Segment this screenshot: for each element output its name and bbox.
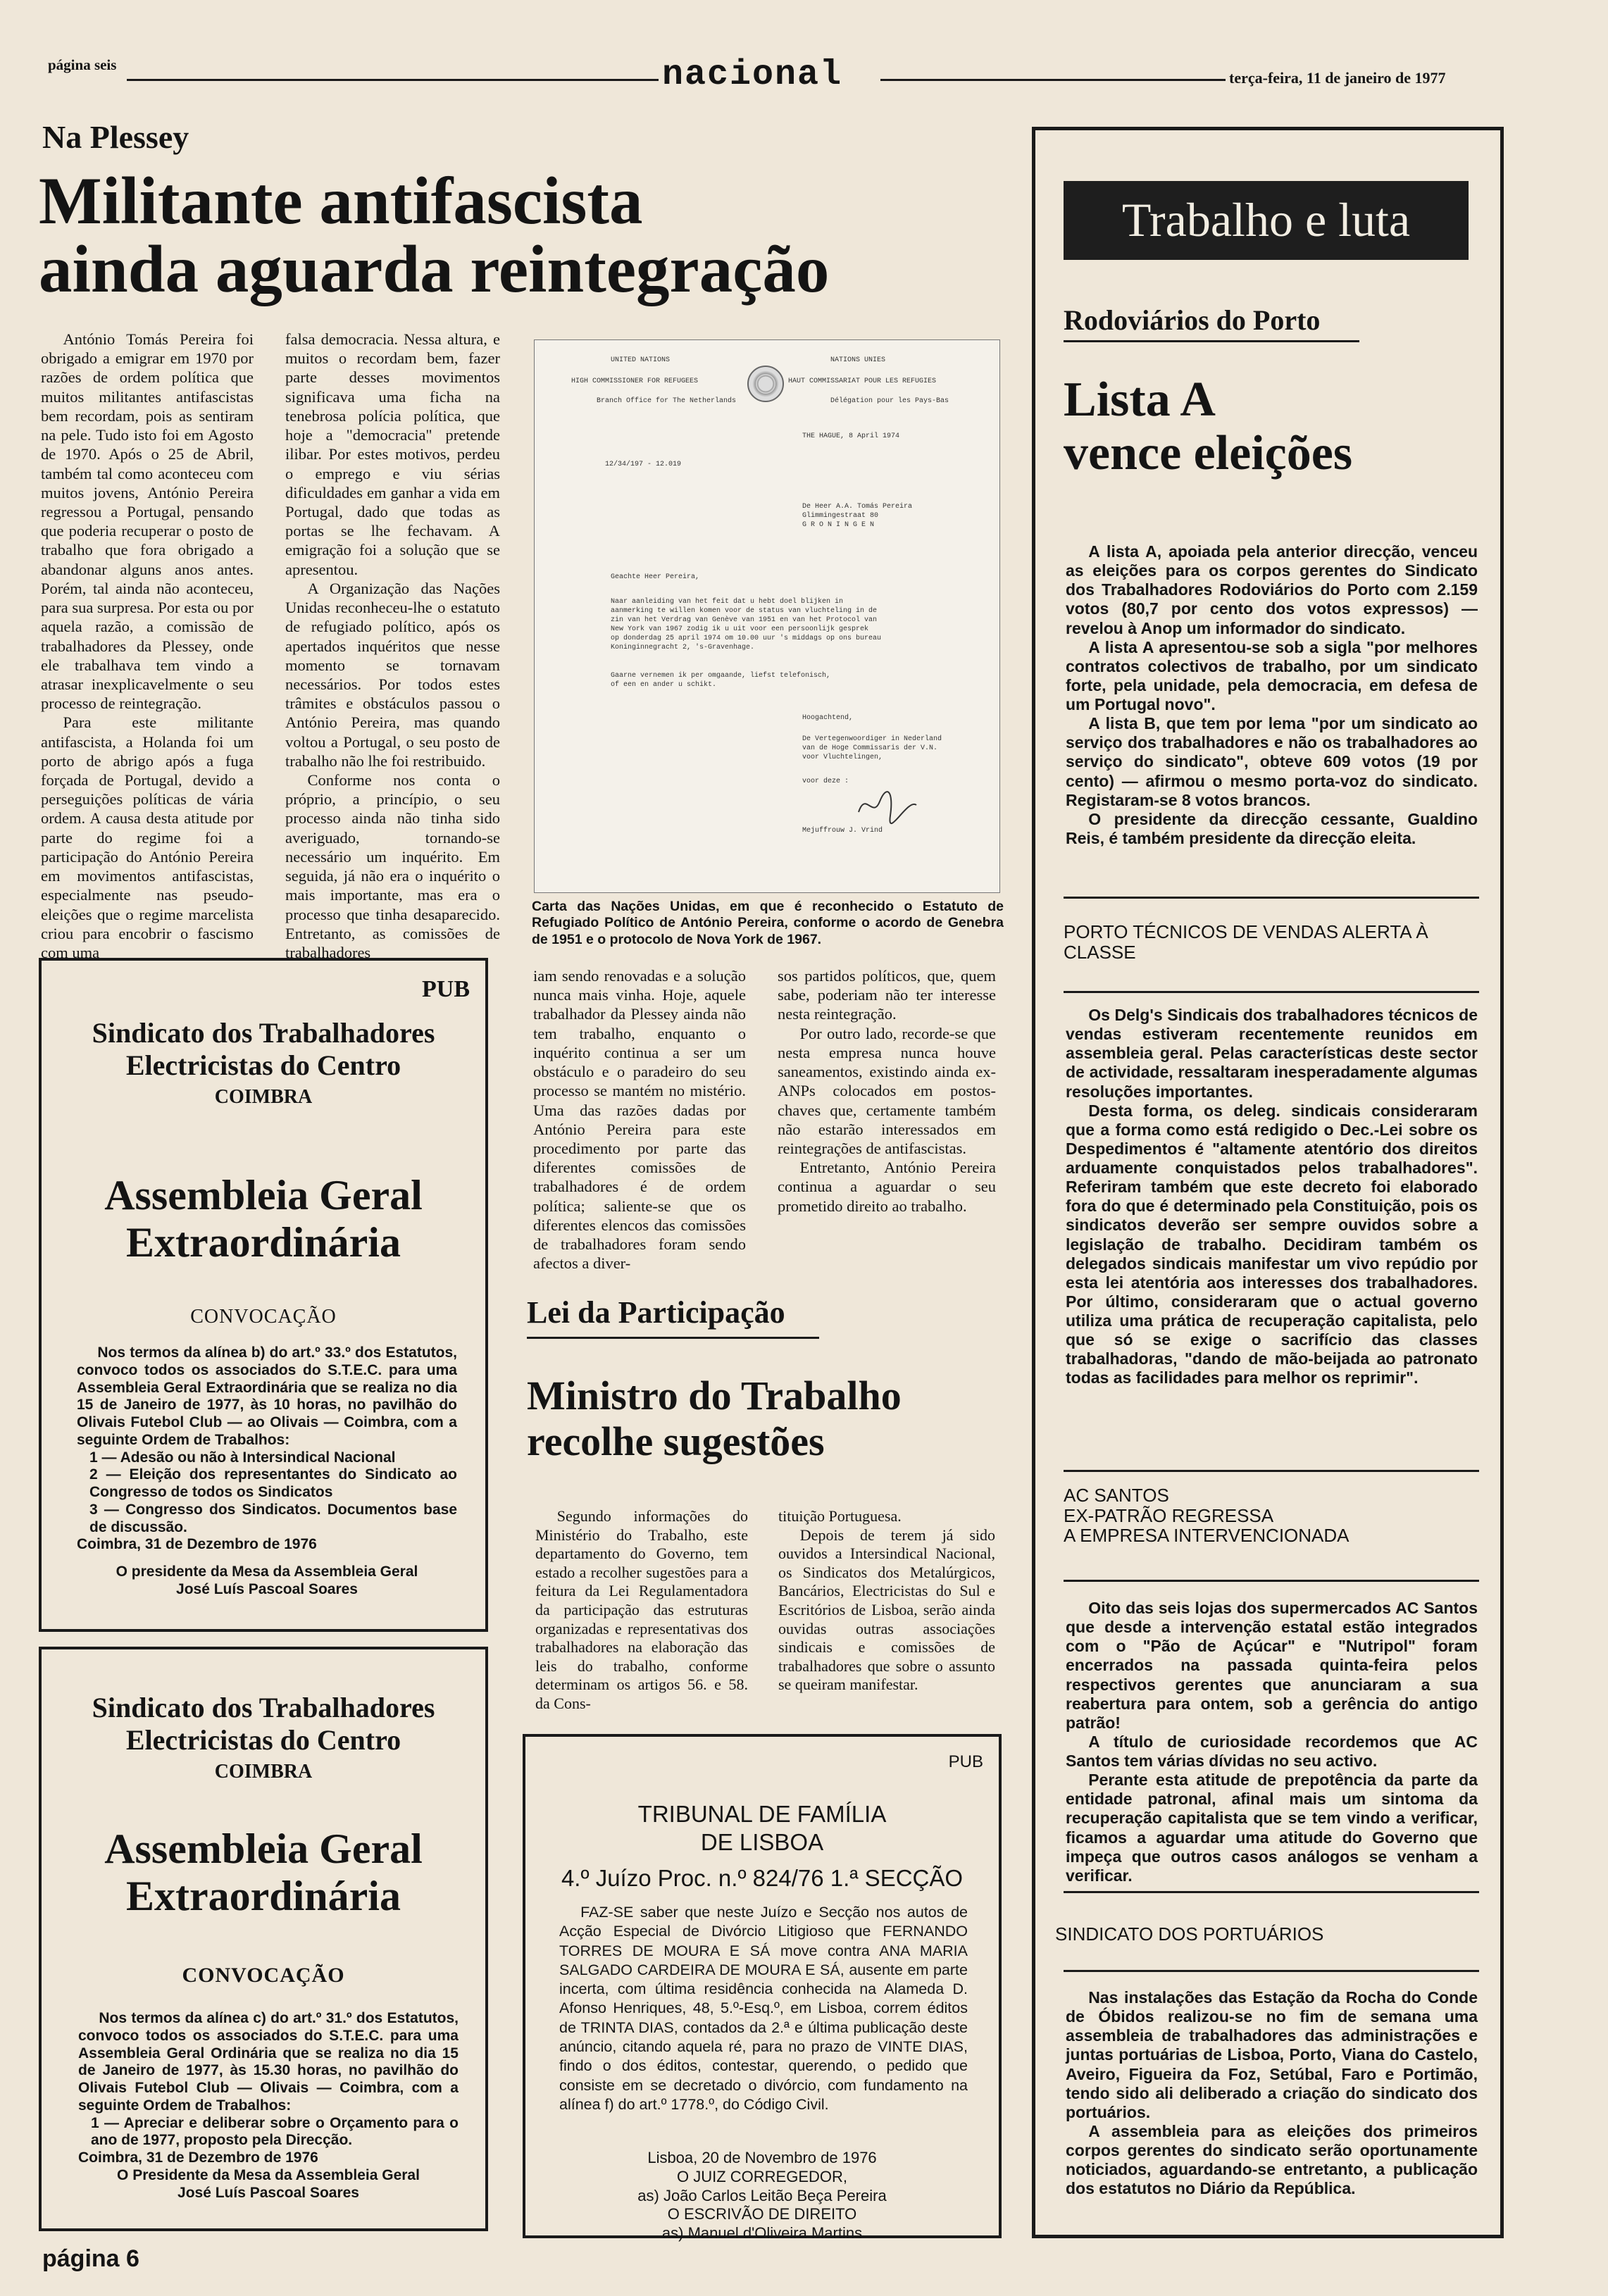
main-col4-p2: Por outro lado, recorde-se que nesta empresa nunca houve saneamentos, existindo ainda ex-ANPs colocados em postos-chaves que, certamente também não estarão interessados em reintegrações de antifascistas. [778, 1024, 996, 1157]
letter-address: De Heer A.A. Tomás Pereira Glimmingestraat 80 G R O N I N G E N [802, 503, 913, 529]
lista-a-line2: vence eleições [1064, 425, 1353, 480]
main-col4-p3: Entretanto, António Pereira continua a aguardar o seu prometido direito ao trabalho. [778, 1159, 996, 1215]
lei-headline [527, 1373, 1006, 1465]
letter-salutation: Geachte Heer Pereira, [611, 573, 700, 581]
ad1-item-1: 1 — Adesão ou não à Intersindical Nacional [89, 1449, 396, 1466]
lei-headline-line2: recolhe sugestões [527, 1418, 825, 1464]
ad2-org [42, 1692, 485, 1783]
right-divider-5 [1064, 1891, 1479, 1893]
main-article-headline [39, 163, 1011, 306]
letter-ref: 12/34/197 - 12.019 [605, 461, 682, 468]
ad2-body [78, 2010, 459, 2202]
letter-signature-block: De Vertegenwoordiger in Nederland van de Hoge Commissaris der V.N. voor Vluchtelingen, [802, 735, 942, 761]
un-letter-photo [534, 339, 1000, 893]
lei-kicker: Lei da Participação [527, 1295, 785, 1330]
main-article-col1 [41, 330, 254, 961]
letter-per-order: voor deze : [802, 778, 849, 785]
ad1-org-line1: Sindicato dos Trabalhadores [92, 1017, 435, 1049]
portuarios-p2: A assembleia para as eleições dos primeiros corpos gerentes do sindicato serão oportunamente noticiados, aguardando-se entretanto, a publicação dos estatutos no Diário da República. [1066, 2121, 1478, 2198]
ad2-convocacao: CONVOCAÇÃO [182, 1964, 345, 1987]
ad2-signer: José Luís Pascoal Soares [177, 2184, 359, 2201]
letter-closing: Hoogachtend, [802, 714, 854, 722]
tribunal-clerk-title: O ESCRIVÃO DE DIREITO [667, 2205, 857, 2223]
page-header [0, 0, 1608, 106]
tecnicos-body [1066, 1006, 1478, 1388]
lei-col2-p2: Depois de terem já sido ouvidos a Intersindical Nacional, os Sindicatos dos Metalúrgicos, Bancários, Electricistas do Sul e Escritórios de Lisboa, serão ainda ouvidas outras associações sindicais e comissões de trabalhadores que sobre o assunto se queiram manifestar. [778, 1526, 995, 1694]
lista-a-p4: O presidente da direcção cessante, Gualdino Reis, é também presidente da direcção eleita. [1066, 809, 1478, 847]
ad1-title [42, 1172, 485, 1266]
ac-santos-title-line2: EX-PATRÃO REGRESSA [1064, 1504, 1274, 1526]
lista-a-p2: A lista A apresentou-se sob a sigla "por melhores contratos colectivos de trabalho, por um sindicato forte, pela unidade, pela democracia, em defesa de um Portugal novo". [1066, 637, 1478, 713]
rodoviarios-rule [1064, 340, 1359, 342]
lei-kicker-rule [527, 1337, 819, 1339]
right-divider-3 [1064, 1470, 1479, 1472]
footer-page-label: página 6 [42, 2245, 139, 2272]
portuarios-p1: Nas instalações das Estação da Rocha do Conde de Óbidos realizou-se no fim de semana uma assembleia de trabalhadores das administrações e juntas portuárias de Lisboa, Porto, Viana do Castelo, Aveiro, Figueira da Foz, Setúbal, Faro e Portimão, tendo sido ali deliberado a criação do sindicato dos portuários. [1066, 1988, 1478, 2121]
rodoviarios-kicker: Rodoviários do Porto [1064, 304, 1321, 336]
ad1-item-3: 3 — Congresso dos Sindicatos. Documentos base de discussão. [89, 1501, 457, 1535]
tecnicos-p2: Desta forma, os deleg. sindicais consideraram que a forma como está redigido o Dec.-Lei sobre os Despedimentos é "altamente atentório dos direitos arduamente conquistados pelos trabalhadores". Referiram também que este decreto foi elaborado fora do que é determinado pela Constituição, pois os sindicatos deverão ser sempre ouvidos sobre a legislação de trabalho. Decidiram também os delegados sindicais manifestar um vivo repúdio por esta lei atentória aos interesses dos trabalhadores. Por último, consideraram que o actual governo utiliza uma prática de recuperação capitalista, pelo que só se exige o sacrifício das classes trabalhadoras, "dando de mão-beijada ao patronato todas as facilidades para melhor os reprimir". [1066, 1101, 1478, 1387]
tribunal-box [523, 1734, 1002, 2242]
tribunal-juizo: 4.º Juízo Proc. n.º 824/76 1.ª SECÇÃO [561, 1865, 964, 1891]
ad1-signer-title: O presidente da Mesa da Assembleia Geral [116, 1564, 418, 1580]
tribunal-clerk: as) Manuel d'Oliveira Martins [661, 2224, 863, 2242]
right-divider-4 [1064, 1580, 1479, 1582]
trabalho-banner-title: Trabalho e luta [1121, 193, 1411, 247]
section-title: nacional [662, 55, 843, 95]
ad2-date: Coimbra, 31 de Dezembro de 1976 [78, 2150, 318, 2166]
portuarios-body [1066, 1988, 1478, 2198]
letter-branch-right: Délégation pour les Pays-Bas [830, 397, 949, 405]
ad1-date: Coimbra, 31 de Dezembro de 1976 [77, 1536, 317, 1553]
ad1-item-2: 2 — Eleição dos representantes do Sindicato ao Congresso de todos os Sindicatos [89, 1466, 457, 1501]
letter-line2-left: HIGH COMMISSIONER FOR REFUGEES [571, 378, 699, 385]
photo-caption: Carta das Nações Unidas, em que é reconhecido o Estatuto de Refugiado Político de António Pereira, conforme o acordo de Genebra de 1951 e o protocolo de Nova York de 1967. [532, 899, 1004, 947]
tribunal-title [525, 1800, 999, 1856]
ad1-body [77, 1344, 457, 1599]
ad-box-1 [39, 958, 488, 1632]
lei-col2-p1: tituição Portuguesa. [778, 1507, 902, 1525]
right-divider-6 [1064, 1970, 1479, 1972]
main-col2-p2: A Organização das Nações Unidas reconheceu-lhe o estatuto de refugiado político, após os apertados inquéritos que nesse momento se tornavam necessários. Por todos estes trâmites e obstáculos passou o António Pereira, mas quando voltou a Portugal, o seu posto de trabalho não lhe foi restribuido. [285, 579, 500, 770]
letter-place-date: THE HAGUE, 8 April 1974 [802, 432, 900, 440]
main-article-col4 [778, 966, 996, 1255]
ad1-signer: José Luís Pascoal Soares [176, 1580, 358, 1597]
header-rule-right [880, 79, 1226, 81]
main-col4-p1: sos partidos políticos, que, quem sabe, poderiam não ter interesse nesta reintegração. [778, 967, 996, 1023]
lei-col1-p1: Segundo informações do Ministério do Trabalho, este departamento do Governo, tem estado a recolher sugestões para a feitura da Lei Regulamentadora da participação das estruturas organizadas e representativas dos trabalhadores na elaboração das leis do trabalho, conforme determinam os artigos 56. e 58. da Cons- [535, 1507, 748, 1713]
lei-headline-line1: Ministro do Trabalho [527, 1373, 902, 1418]
main-headline-line1: Militante antifascista [39, 163, 643, 238]
ad2-item-1: 1 — Apreciar e deliberar sobre o Orçamento para o ano de 1977, proposto pela Direcção. [91, 2114, 459, 2149]
letter-branch-left: Branch Office for The Netherlands [597, 397, 737, 405]
main-article-kicker: Na Plessey [42, 119, 189, 155]
letter-body2: Gaarne vernemen ik per omgaande, liefst telefonisch, of een en ander u schikt. [611, 672, 831, 689]
ac-santos-title-line3: A EMPRESA INTERVENCIONADA [1064, 1525, 1350, 1547]
tecnicos-title: PORTO TÉCNICOS DE VENDAS ALERTA À CLASSE [1064, 921, 1428, 963]
letter-org-right: NATIONS UNIES [830, 356, 886, 364]
main-col3-p1: iam sendo renovadas e a solução nunca mais vinha. Hoje, aquele trabalhador da Plessey ainda não tem trabalho, enquanto o inquérito continua a ser um obstáculo e o paradeiro do seu processo se mantém no mistério. Uma das razões dadas por António Pereira para este procedimento por parte das diferentes comissões de trabalhadores é de ordem política; saliente-se que os diferentes elencos das comissões de trabalhadores foram sendo afectos a diver- [533, 967, 746, 1273]
main-col2-p1: falsa democracia. Nessa altura, e muitos o recordam bem, fazer parte desses movimentos significava uma ficha na tenebrosa polícia política, que hoje a "democracia" pretende ilibar. Por estes motivos, perdeu o emprego e viu sérias dificuldades em ganhar a vida em Portugal, dado que todas as portas se lhe fechavam. A emigração foi a solução que se apresentou. [285, 330, 500, 578]
ad1-title-line2: Extraordinária [126, 1219, 401, 1266]
ad2-title [42, 1826, 485, 1920]
ad1-title-line1: Assembleia Geral [104, 1172, 423, 1218]
lista-a-headline [1064, 373, 1479, 480]
ac-santos-title-line1: AC SANTOS [1064, 1485, 1169, 1506]
ad2-title-line1: Assembleia Geral [104, 1826, 423, 1872]
tribunal-signatures [525, 2149, 999, 2243]
letter-body: Naar aanleiding van het feit dat u hebt doel blijken in aanmerking te willen komen voor de status van vluchteling in de zin van het Verdrag van Genève van 1951 en van het Protocol van New York van 1967 zodig ik u uit voor een persoonlijk gesprek op donderdag 25 april 1974 om 10.00 uur 's middags op ons bureau Koninginnegracht 2, 's-Gravenhage. [611, 598, 882, 651]
tribunal-judge-title: O JUIZ CORREGEDOR, [676, 2167, 847, 2185]
ad1-intro: Nos termos da alínea b) do art.º 33.º dos Estatutos, convoco todos os associados do S.T.E.C. para uma Assembleia Geral Extraordinária que se realiza no dia 15 de Janeiro de 1977, às 10 horas, no pavilhão do Olivais Futebol Club — ao Olivais — Coimbra, com a seguinte Ordem de Trabalhos: [77, 1344, 457, 1448]
ad2-city: COIMBRA [214, 1761, 313, 1783]
ad2-signer-title: O Presidente da Mesa da Assembleia Geral [117, 2166, 420, 2183]
header-rule-left [127, 79, 659, 81]
lista-a-p3: A lista B, que tem por lema "por um sindicato ao serviço dos trabalhadores e não os trabalhadores ao serviço do sindicato", obteve 609 votos (19 por cento) — afirmou o mesmo porta-voz do sindicato. Registaram-se 8 votos brancos. [1066, 714, 1478, 809]
ac-santos-p3: Perante esta atitude de prepotência da parte da entidade patronal, afinal mais um sintoma da recuperação capitalista que se tem vindo a verificar, ficamos a aguardar uma atitude do Governo que impeça que outros casos análogos se venham a verificar. [1066, 1771, 1478, 1885]
handwritten-signature [852, 784, 922, 826]
letter-signer: Mejuffrouw J. Vrind [802, 827, 883, 835]
ad1-org [42, 1017, 485, 1109]
lista-a-line1: Lista A [1064, 373, 1216, 427]
letter-line2-right: HAUT COMMISSARIAT POUR LES REFUGIES [788, 378, 937, 385]
page-label: página seis [48, 56, 117, 73]
main-article-col2 [285, 330, 500, 961]
main-col2-p3: Conforme nos conta o próprio, a princípio, o seu processo ainda não tinha sido averiguado, tornando-se necessário um inquérito. Em seguida, já não era o inquérito o mais importante, mas era o processo que tinha desaparecido. Entretanto, as comissões de trabalhadores [285, 771, 500, 961]
tribunal-title-line1: TRIBUNAL DE FAMÍLIA [637, 1801, 887, 1827]
ad2-org-line2: Electricistas do Centro [125, 1724, 401, 1756]
ac-santos-p2: A título de curiosidade recordemos que AC Santos tem várias dívidas no seu activo. [1066, 1732, 1478, 1770]
ac-santos-p1: Oito das seis lojas dos supermercados AC Santos que desde a intervenção estatal estão integrados com o "Pão de Açúcar" e "Nutripol" foram encerrados na passada quinta-feira pelos respectivos gerentes que anunciaram a sua reabertura para ontem, sob a gerência do antigo patrão! [1066, 1599, 1478, 1732]
ad1-city: COIMBRA [214, 1086, 313, 1108]
ad2-intro: Nos termos da alínea c) do art.º 31.º dos Estatutos, convoco todos os associados do S.T.E.C. para uma Assembleia Geral Ordinária que se realiza no dia 15 de Janeiro de 1977, às 15.30 horas, no pavilhão do Olivais Futebol Club — Olivais — Coimbra, com a seguinte Ordem de Trabalhos: [78, 2010, 459, 2114]
main-headline-line2: ainda aguarda reintegração [39, 232, 830, 306]
tribunal-judge: as) João Carlos Leitão Beça Pereira [637, 2186, 887, 2204]
un-emblem-icon [747, 366, 784, 402]
tribunal-title-line2: DE LISBOA [700, 1828, 824, 1855]
tribunal-pub-label: PUB [948, 1752, 983, 1771]
trabalho-e-luta-box [1032, 127, 1504, 2238]
tribunal-date: Lisboa, 20 de Novembro de 1976 [647, 2149, 877, 2166]
trabalho-banner [1064, 181, 1469, 260]
tribunal-body: FAZ-SE saber que neste Juízo e Secção nos autos de Acção Especial de Divórcio Litigioso que FERNANDO TORRES DE MOURA E SÁ move contra ANA MARIA SALGADO CARDEIRA DE MOURA E SÁ, ausente em parte incerta, com última residência conhecida na Alameda D. Afonso Henriques, 48, 5.º-Esq.º, em Lisboa, correm éditos de TRINTA DIAS, contados da 2.ª e última publicação deste anúncio, citando aquela ré, para no prazo de VINTE DIAS, findo o dos éditos, contestar, querendo, o pedido que consiste em se decretado o divórcio, com fundamento na alínea f) do art.º 1778.º, do Código Civil. [559, 1904, 968, 2113]
ad1-org-line2: Electricistas do Centro [125, 1049, 401, 1081]
lei-col2 [778, 1507, 995, 1695]
main-article-col3 [533, 966, 746, 1273]
lista-a-p1: A lista A, apoiada pela anterior direcção, venceu as eleições para os corpos gerentes do Sindicato dos Trabalhadores Rodoviários do Porto com 2.159 votos (80,7 por cento dos votos expressos) — revelou à Anop um informador do sindicato. [1066, 542, 1478, 637]
right-divider-2 [1064, 991, 1479, 993]
page-date: terça-feira, 11 de janeiro de 1977 [1229, 69, 1446, 87]
ad-box-2 [39, 1647, 488, 2231]
letter-org-left: UNITED NATIONS [611, 356, 671, 364]
ad2-title-line2: Extraordinária [126, 1873, 401, 1920]
ac-santos-title [1064, 1485, 1458, 1546]
right-divider-1 [1064, 897, 1479, 899]
lista-a-body [1066, 542, 1478, 848]
ad2-org-line1: Sindicato dos Trabalhadores [92, 1692, 435, 1723]
ac-santos-body [1066, 1599, 1478, 1885]
ad1-convocacao: CONVOCAÇÃO [190, 1306, 337, 1328]
portuarios-title: SINDICATO DOS PORTUÁRIOS [1055, 1923, 1324, 1945]
tecnicos-p1: Os Delg's Sindicais dos trabalhadores técnicos de vendas estiveram recentemente reunidos em assembleia geral. Pelas características deste sector de actividade, ressaltaram inesperadamente algumas resoluções importantes. [1066, 1006, 1478, 1101]
main-col1-p1: António Tomás Pereira foi obrigado a emigrar em 1970 por razões de ordem política que muitos militantes antifascistas bem recordam, pois as sentiram na pele. Tudo isto foi em Agosto de 1970. Após o 25 de Abril, também tal como aconteceu com muitos jovens, António Pereira regressou a Portugal, pensando que poderia recuperar o posto de trabalho que fora obrigado a abandonar alguns anos antes. Porém, tal ainda não aconteceu, para sua surpresa. Por esta ou por aquela razão, a comissão de trabalhadores da Plessey, onde ele trabalhava tem vindo a atrasar inexplicavelmente o seu processo de reintegração. [41, 330, 254, 713]
ad1-pub-label: PUB [422, 976, 470, 1002]
main-col1-p2: Para este militante antifascista, a Holanda foi um porto de abrigo após a fuga forçada de Portugal, devido a perseguições políticas de vária ordem. A causa desta atitude por parte do regime foi a participação do António Pereira em movimentos antifascistas, especialmente nas pseudo-eleições que o regime marcelista criou para encobrir o fascismo com uma [41, 713, 254, 961]
lei-col1 [535, 1507, 748, 1714]
